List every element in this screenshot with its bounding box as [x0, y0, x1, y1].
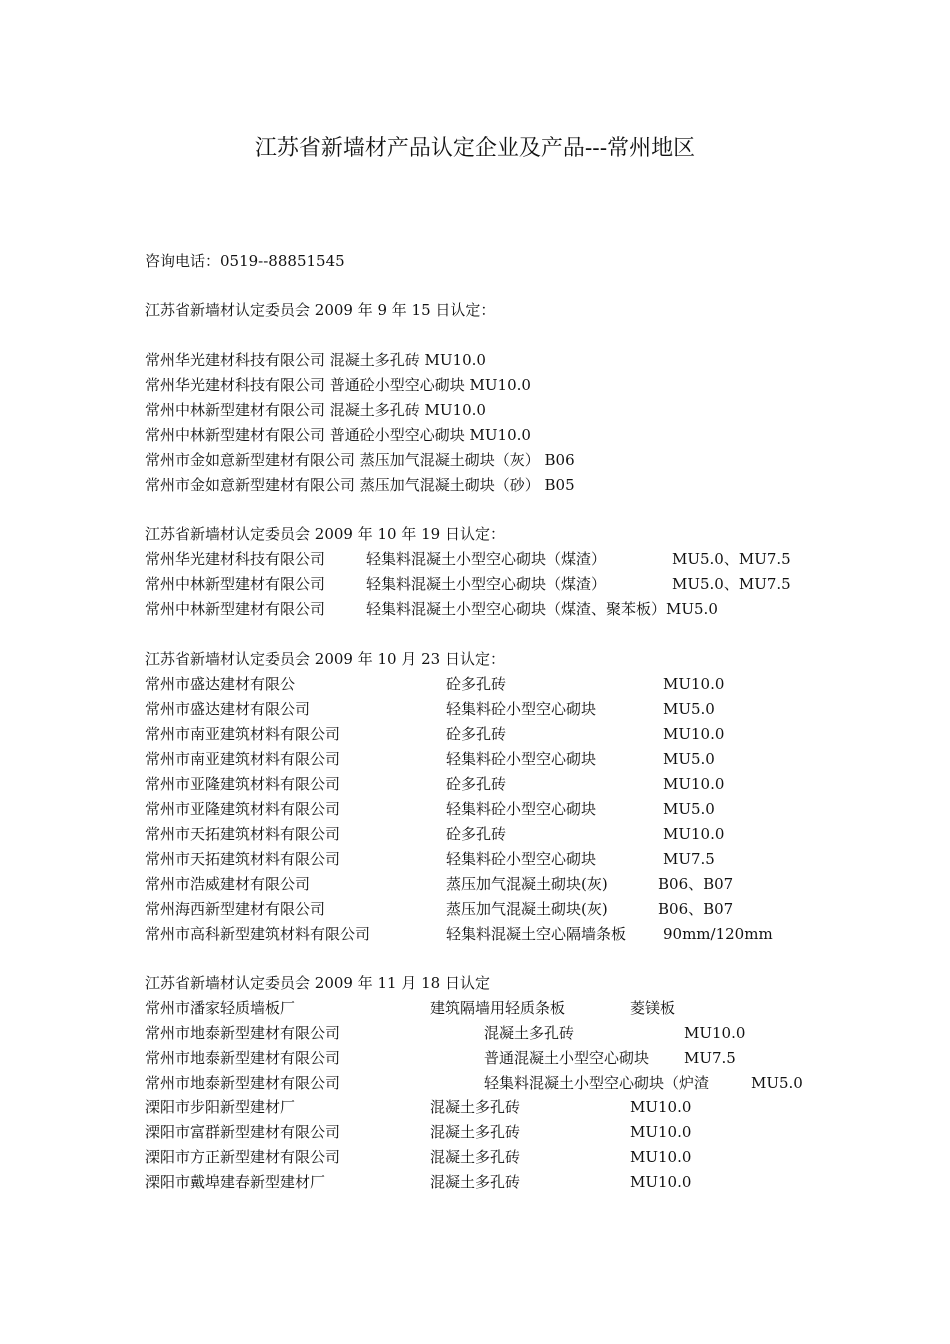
company-cell: 常州市地泰新型建材有限公司: [145, 1049, 341, 1067]
table-row: [0, 1095, 950, 1119]
table-row: [0, 1120, 950, 1144]
table-row: [0, 797, 950, 821]
grade-cell: MU10.0: [684, 1024, 746, 1042]
company-cell: 常州中林新型建材有限公司: [145, 575, 326, 593]
company-cell: 溧阳市富群新型建材有限公司: [145, 1123, 341, 1141]
grade-cell: MU5.0、MU7.5: [672, 550, 791, 568]
company-cell: 常州市盛达建材有限公: [145, 675, 296, 693]
grade-cell: MU7.5: [663, 850, 715, 868]
product-cell: 轻集料混凝土小型空心砌块（炉渣: [484, 1074, 710, 1092]
list-item: 常州中林新型建材有限公司 混凝土多孔砖 MU10.0: [145, 401, 486, 419]
grade-cell: MU5.0: [663, 700, 715, 718]
grade-cell: MU5.0、MU7.5: [672, 575, 791, 593]
list-item: 常州华光建材科技有限公司 混凝土多孔砖 MU10.0: [145, 351, 486, 369]
table-row: [0, 1145, 950, 1169]
table-row: [0, 1170, 950, 1194]
grade-cell: MU10.0: [630, 1173, 692, 1191]
product-cell: 混凝土多孔砖: [430, 1173, 521, 1191]
company-cell: 常州市盛达建材有限公司: [145, 700, 311, 718]
table-row: [0, 772, 950, 796]
list-item: 常州中林新型建材有限公司 普通砼小型空心砌块 MU10.0: [145, 426, 531, 444]
company-cell: 常州市地泰新型建材有限公司: [145, 1024, 341, 1042]
table-row: [0, 1071, 950, 1095]
product-cell: 普通混凝土小型空心砌块: [484, 1049, 650, 1067]
section-heading: 江苏省新墙材认定委员会 2009 年 9 年 15 日认定：: [145, 301, 496, 319]
product-cell: 轻集料混凝土小型空心砌块（煤渣）: [366, 550, 607, 568]
list-item: 常州市金如意新型建材有限公司 蒸压加气混凝土砌块（砂） B05: [145, 476, 575, 494]
grade-cell: B06、B07: [658, 875, 734, 893]
table-row: [0, 872, 950, 896]
grade-cell: 菱镁板: [630, 999, 676, 1017]
product-cell: 建筑隔墙用轻质条板: [430, 999, 566, 1017]
grade-cell: 90mm/120mm: [663, 925, 773, 943]
grade-cell: MU10.0: [630, 1148, 692, 1166]
phone-line: 咨询电话：0519--88851545: [145, 252, 345, 270]
table-row: [0, 822, 950, 846]
table-row: [0, 922, 950, 946]
section-heading: 江苏省新墙材认定委员会 2009 年 10 月 23 日认定：: [145, 650, 505, 668]
table-row: [0, 672, 950, 696]
table-row: [0, 1021, 950, 1045]
table-row: [0, 597, 950, 621]
company-cell: 常州市南亚建筑材料有限公司: [145, 725, 341, 743]
product-cell: 蒸压加气混凝土砌块(灰): [446, 875, 608, 893]
grade-cell: MU10.0: [663, 825, 725, 843]
company-cell: 常州市高科新型建筑材料有限公司: [145, 925, 371, 943]
grade-cell: MU5.0: [751, 1074, 803, 1092]
product-cell: 轻集料混凝土小型空心砌块（煤渣、聚苯板）MU5.0: [366, 600, 718, 618]
product-cell: 混凝土多孔砖: [430, 1098, 521, 1116]
product-cell: 轻集料混凝土空心隔墙条板: [446, 925, 627, 943]
grade-cell: MU10.0: [663, 775, 725, 793]
product-cell: 砼多孔砖: [446, 725, 507, 743]
company-cell: 常州市浩威建材有限公司: [145, 875, 311, 893]
product-cell: 砼多孔砖: [446, 775, 507, 793]
table-row: [0, 847, 950, 871]
product-cell: 混凝土多孔砖: [430, 1148, 521, 1166]
product-cell: 混凝土多孔砖: [430, 1123, 521, 1141]
grade-cell: MU10.0: [630, 1123, 692, 1141]
company-cell: 溧阳市步阳新型建材厂: [145, 1098, 296, 1116]
table-row: [0, 547, 950, 571]
company-cell: 常州市潘家轻质墙板厂: [145, 999, 296, 1017]
table-row: [0, 897, 950, 921]
product-cell: 轻集料混凝土小型空心砌块（煤渣）: [366, 575, 607, 593]
company-cell: 常州市天拓建筑材料有限公司: [145, 825, 341, 843]
company-cell: 常州市南亚建筑材料有限公司: [145, 750, 341, 768]
company-cell: 常州市亚隆建筑材料有限公司: [145, 775, 341, 793]
table-row: [0, 697, 950, 721]
company-cell: 常州市亚隆建筑材料有限公司: [145, 800, 341, 818]
section-heading: 江苏省新墙材认定委员会 2009 年 11 月 18 日认定: [145, 974, 490, 992]
company-cell: 常州中林新型建材有限公司: [145, 600, 326, 618]
page-title: 江苏省新墙材产品认定企业及产品---常州地区: [254, 136, 696, 161]
product-cell: 蒸压加气混凝土砌块(灰): [446, 900, 608, 918]
company-cell: 溧阳市方正新型建材有限公司: [145, 1148, 341, 1166]
product-cell: 轻集料砼小型空心砌块: [446, 700, 597, 718]
company-cell: 常州海西新型建材有限公司: [145, 900, 326, 918]
table-row: [0, 747, 950, 771]
product-cell: 混凝土多孔砖: [484, 1024, 575, 1042]
product-cell: 砼多孔砖: [446, 675, 507, 693]
grade-cell: MU5.0: [663, 750, 715, 768]
table-row: [0, 1046, 950, 1070]
grade-cell: MU10.0: [663, 725, 725, 743]
company-cell: 溧阳市戴埠建春新型建材厂: [145, 1173, 326, 1191]
company-cell: 常州市地泰新型建材有限公司: [145, 1074, 341, 1092]
list-item: 常州市金如意新型建材有限公司 蒸压加气混凝土砌块（灰） B06: [145, 451, 575, 469]
product-cell: 轻集料砼小型空心砌块: [446, 850, 597, 868]
grade-cell: MU10.0: [630, 1098, 692, 1116]
table-row: [0, 572, 950, 596]
grade-cell: MU10.0: [663, 675, 725, 693]
company-cell: 常州市天拓建筑材料有限公司: [145, 850, 341, 868]
section-heading: 江苏省新墙材认定委员会 2009 年 10 年 19 日认定：: [145, 525, 505, 543]
product-cell: 砼多孔砖: [446, 825, 507, 843]
list-item: 常州华光建材科技有限公司 普通砼小型空心砌块 MU10.0: [145, 376, 531, 394]
company-cell: 常州华光建材科技有限公司: [145, 550, 326, 568]
product-cell: 轻集料砼小型空心砌块: [446, 800, 597, 818]
grade-cell: MU7.5: [684, 1049, 736, 1067]
grade-cell: B06、B07: [658, 900, 734, 918]
table-row: [0, 722, 950, 746]
grade-cell: MU5.0: [663, 800, 715, 818]
table-row: [0, 996, 950, 1020]
product-cell: 轻集料砼小型空心砌块: [446, 750, 597, 768]
